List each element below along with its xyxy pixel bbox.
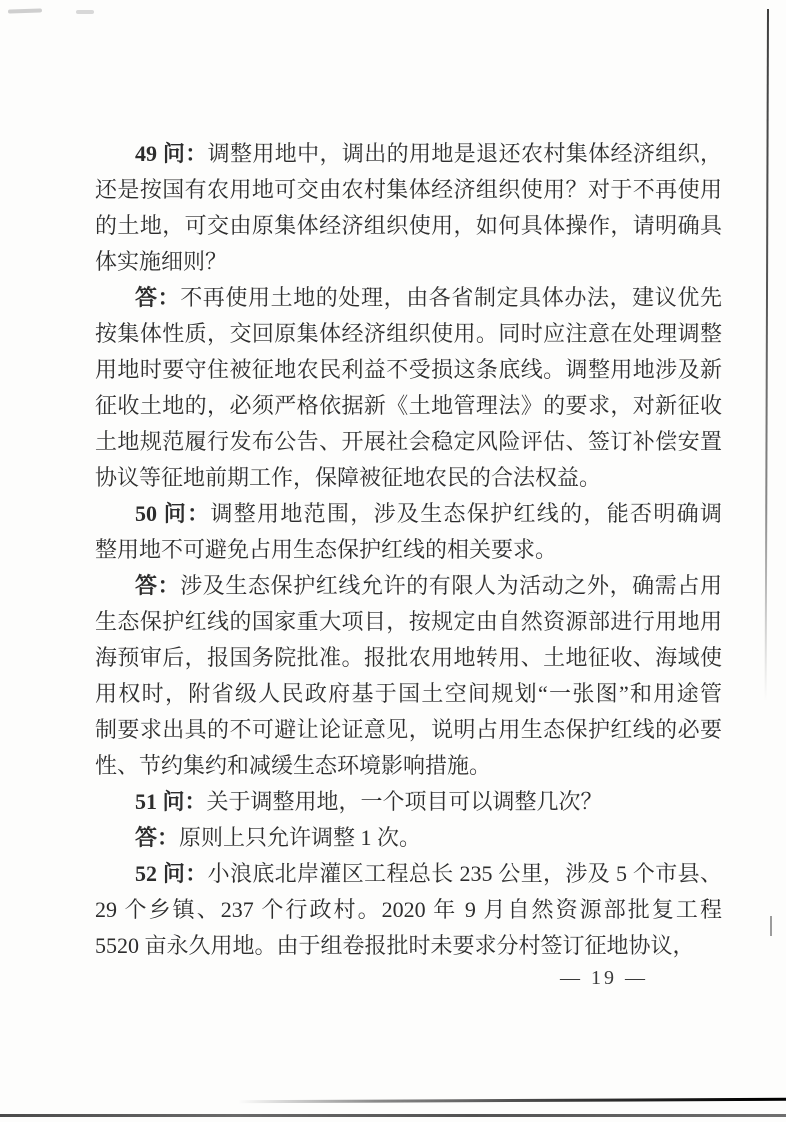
paragraph-first-line: 50 问：调整用地范围，涉及生态保护红线的，能否明确调 [135, 501, 722, 526]
scan-page-edge-bottom [0, 1114, 786, 1117]
text-line: 整用地不可避免占用生态保护红线的相关要求。 [95, 537, 558, 562]
scan-bottom-line [238, 1098, 786, 1103]
text-line: 5520 亩永久用地。由于组卷报批时未要求分村签订征地协议， [95, 933, 695, 958]
scan-page-edge-right-dash [770, 916, 772, 936]
text-line: 的土地，可交由原集体经济组织使用，如何具体操作，请明确具 [95, 213, 722, 238]
qa-label: 49 问： [135, 141, 208, 166]
qa-label: 答： [135, 825, 180, 850]
paragraph-first-line: 答：原则上只允许调整 1 次。 [135, 825, 422, 850]
text-line: 生态保护红线的国家重大项目，按规定由自然资源部进行用地用 [95, 609, 722, 634]
qa-label: 51 问： [135, 789, 207, 814]
qa-label: 答： [135, 285, 181, 310]
scan-page-edge-right [765, 9, 769, 701]
text-line: 协议等征地前期工作，保障被征地农民的合法权益。 [95, 465, 602, 490]
paragraph-first-line: 答：不再使用土地的处理，由各省制定具体办法，建议优先 [135, 285, 722, 310]
text-line: 还是按国有农用地可交由农村集体经济组织使用？对于不再使用 [95, 177, 722, 202]
document-body-text [95, 136, 722, 964]
scan-smudge-mark [76, 10, 94, 14]
paragraph-first-line: 答：涉及生态保护红线允许的有限人为活动之外，确需占用 [135, 573, 722, 598]
text-line: 征收土地的，必须严格依据新《土地管理法》的要求，对新征收 [95, 393, 722, 418]
text-line: 制要求出具的不可避让论证意见，说明占用生态保护红线的必要 [95, 717, 722, 742]
paragraph-first-line: 51 问：关于调整用地，一个项目可以调整几次？ [135, 789, 603, 814]
text-line: 体实施细则？ [95, 249, 228, 274]
text-line: 用地时要守住被征地农民利益不受损这条底线。调整用地涉及新 [95, 357, 722, 382]
text-line: 土地规范履行发布公告、开展社会稳定风险评估、签订补偿安置 [95, 429, 722, 454]
qa-label: 52 问： [135, 861, 208, 886]
text-line: 29 个乡镇、237 个行政村。2020 年 9 月自然资源部批复工程 [95, 897, 722, 922]
scan-smudge-mark [8, 8, 42, 13]
qa-label: 答： [135, 573, 181, 598]
paragraph-first-line: 49 问：调整用地中，调出的用地是退还农村集体经济组织， [135, 141, 722, 166]
text-line: 海预审后，报国务院批准。报批农用地转用、土地征收、海域使 [95, 645, 722, 670]
text-line: 按集体性质，交回原集体经济组织使用。同时应注意在处理调整 [95, 321, 722, 346]
qa-label: 50 问： [135, 501, 211, 526]
page-number: — 19 — [560, 967, 648, 989]
text-line: 用权时，附省级人民政府基于国土空间规划“一张图”和用途管 [95, 681, 722, 706]
paragraph-first-line: 52 问：小浪底北岸灌区工程总长 235 公里，涉及 5 个市县、 [135, 861, 722, 886]
text-line: 性、节约集约和减缓生态环境影响措施。 [95, 753, 492, 778]
